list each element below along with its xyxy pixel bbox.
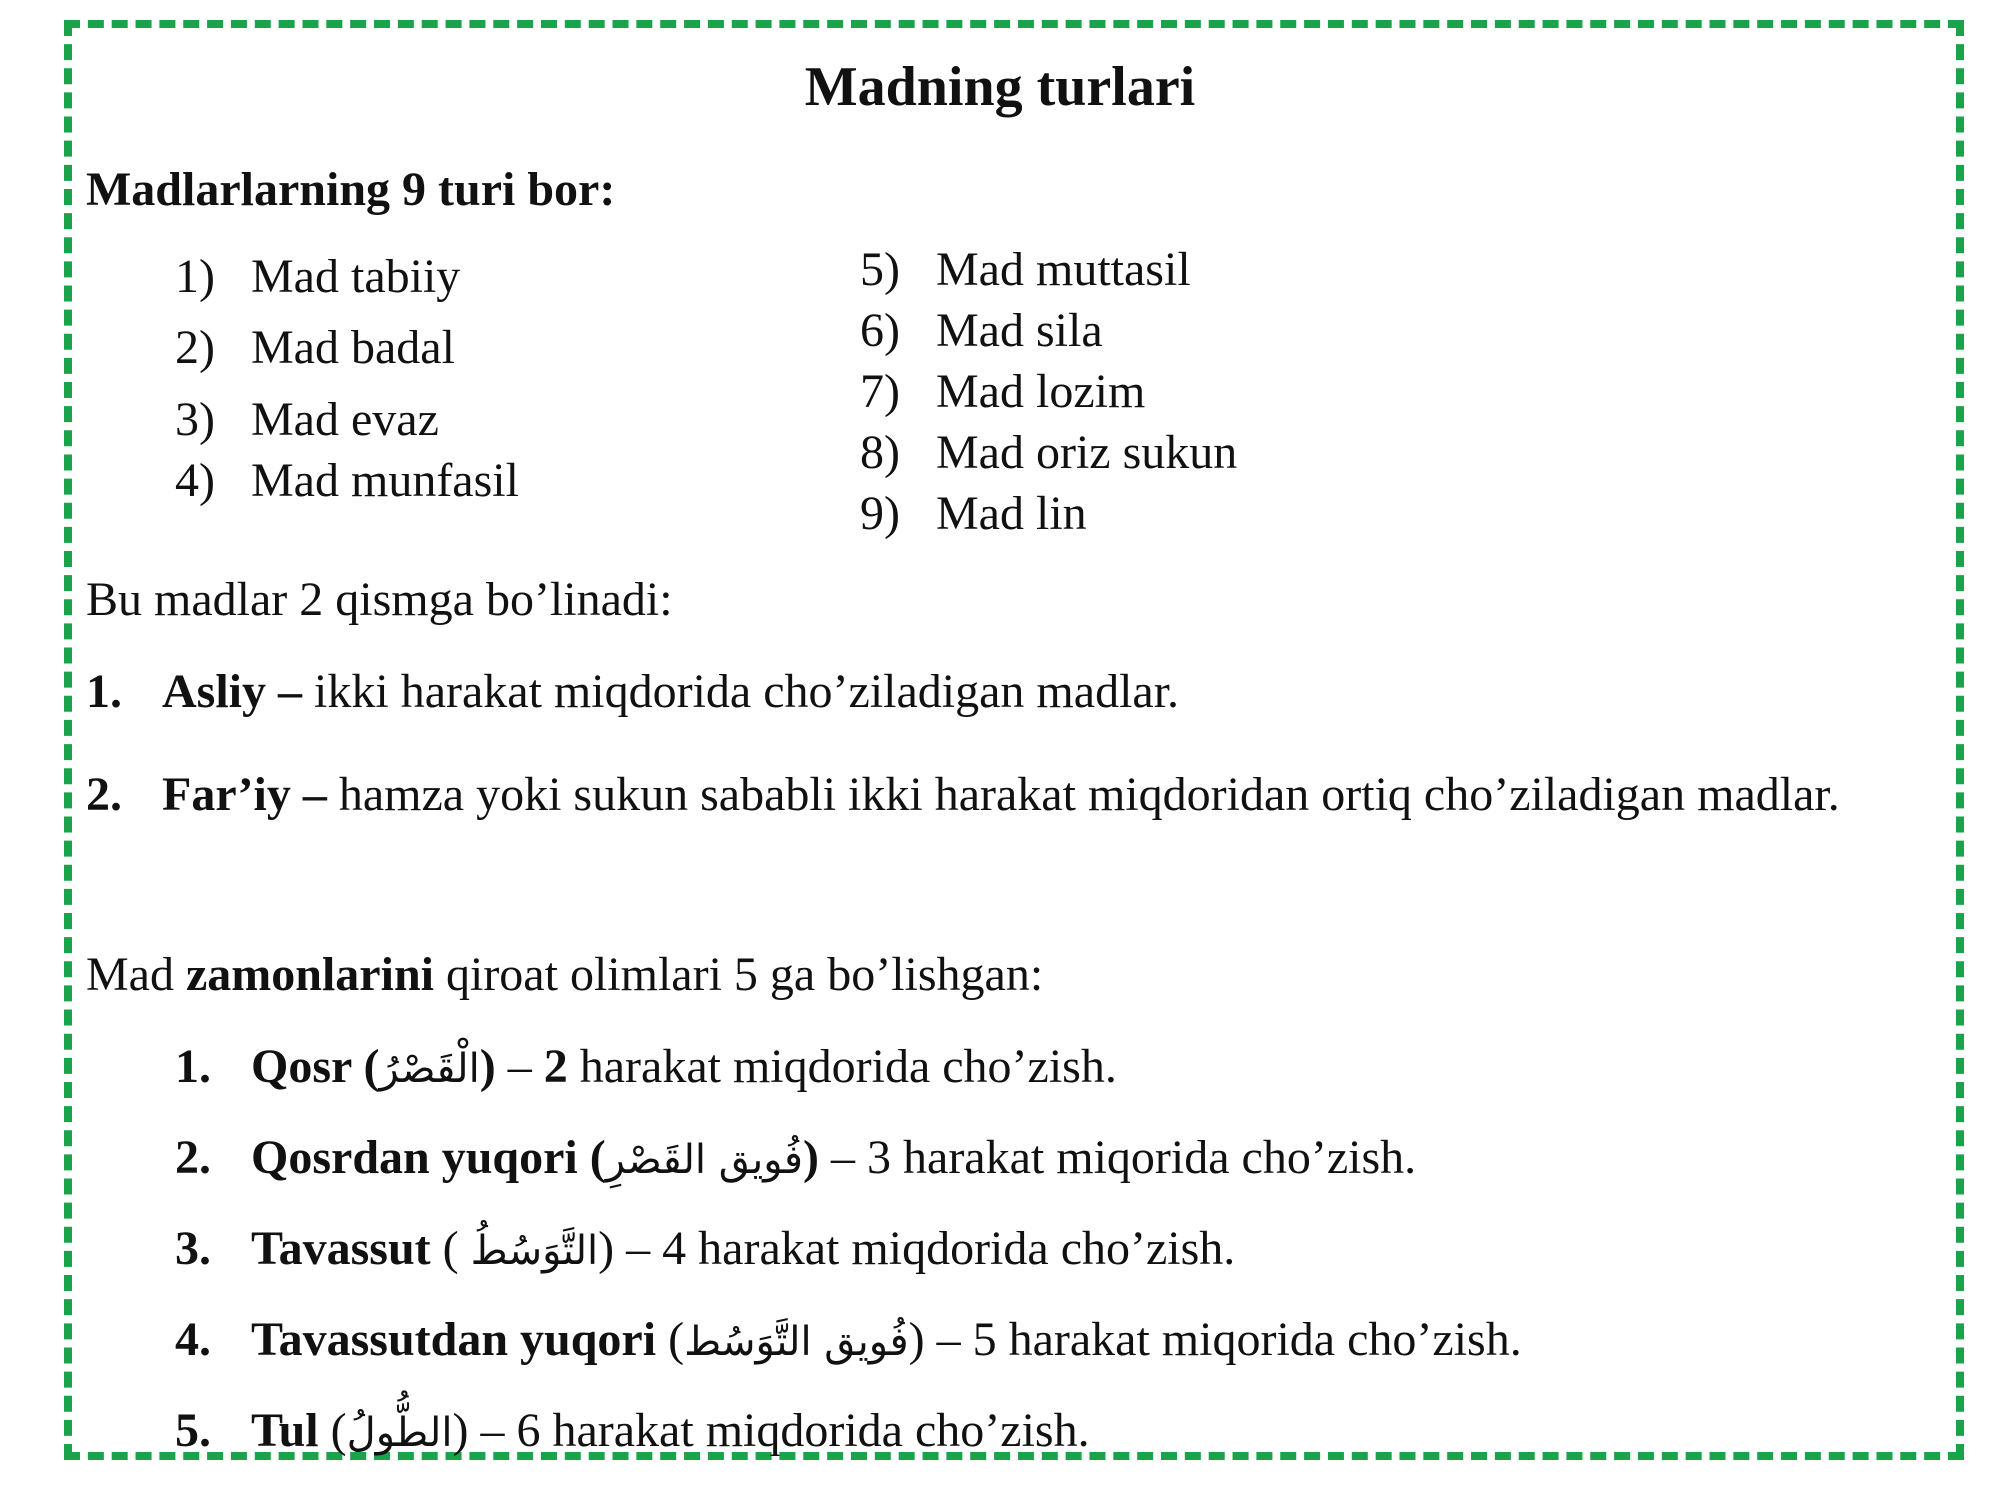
duration-number: 2. [175, 1131, 211, 1184]
part-description: ikki harakat miqdorida cho’ziladigan madlar. [302, 665, 1180, 718]
part-item [86, 765, 1840, 825]
duration-rest: harakat miqorida cho’zish. [996, 1313, 1522, 1366]
type-label: Mad badal [251, 321, 455, 374]
duration-arabic-term: التَّوَسُطُ [470, 1228, 599, 1274]
type-item [175, 247, 460, 307]
duration-term: Tavassutdan yuqori [251, 1313, 657, 1366]
type-item [175, 390, 439, 450]
duration-arabic-term: فُويق التَّوَسُط [684, 1319, 909, 1365]
duration-arabic-term: فُويق القَصْرِ [605, 1137, 804, 1183]
durations-intro-bold: zamonlarini [185, 948, 434, 1001]
type-label: Mad munfasil [251, 454, 519, 507]
duration-term: Tavassut [251, 1222, 431, 1275]
duration-dash: – [495, 1040, 544, 1093]
duration-item [175, 1401, 1090, 1463]
parts-intro: Bu madlar 2 qismga bo’linadi: [86, 573, 673, 626]
type-label: Mad lin [936, 487, 1087, 540]
duration-item [175, 1219, 1235, 1281]
duration-rest: harakat miqdorida cho’zish. [686, 1222, 1236, 1275]
duration-rest: harakat miqdorida cho’zish. [540, 1404, 1090, 1457]
duration-item [175, 1310, 1522, 1372]
type-item [175, 451, 519, 511]
duration-rest: harakat miqdorida cho’zish. [567, 1040, 1117, 1093]
part-description: hamza yoki sukun sababli ikki harakat miqdoridan ortiq cho’ziladigan madlar. [326, 768, 1840, 821]
type-item [860, 484, 1087, 544]
part-term: Asliy – [162, 665, 303, 718]
duration-number: 3. [175, 1222, 211, 1275]
duration-number: 5. [175, 1404, 211, 1457]
duration-term: Qosrdan yuqori [251, 1131, 578, 1184]
type-number: 9) [860, 487, 900, 540]
page-title: Madning turlari [804, 56, 1196, 118]
duration-term: Qosr [251, 1040, 352, 1093]
duration-close-paren: ) [479, 1040, 496, 1093]
duration-count: 6 [516, 1404, 541, 1457]
type-item [860, 362, 1145, 422]
duration-open-paren: ( [351, 1040, 380, 1093]
type-item [175, 318, 455, 378]
duration-item [175, 1037, 1117, 1099]
duration-number: 4. [175, 1313, 211, 1366]
type-number: 1) [175, 250, 215, 303]
part-item [86, 662, 1179, 722]
type-label: Mad tabiiy [251, 250, 461, 303]
duration-open-paren: ( [318, 1404, 347, 1457]
duration-count: 3 [867, 1131, 892, 1184]
type-label: Mad muttasil [936, 243, 1191, 296]
duration-count: 4 [662, 1222, 687, 1275]
part-term: Far’iy – [162, 768, 327, 821]
type-label: Mad oriz sukun [936, 426, 1238, 479]
duration-term: Tul [251, 1404, 319, 1457]
types-heading: Madlarlarning 9 turi bor: [86, 163, 616, 216]
durations-intro-before: Mad [86, 948, 186, 1001]
durations-intro-after: qiroat olimlari 5 ga bo’lishgan: [433, 948, 1044, 1001]
duration-close-paren: ) [908, 1313, 925, 1366]
duration-open-paren: ( [430, 1222, 471, 1275]
duration-close-paren: ) [803, 1131, 820, 1184]
duration-rest: harakat miqorida cho’zish. [891, 1131, 1417, 1184]
type-number: 7) [860, 365, 900, 418]
type-number: 4) [175, 454, 215, 507]
durations-intro [86, 945, 1043, 1005]
type-label: Mad lozim [936, 365, 1146, 418]
duration-number: 1. [175, 1040, 211, 1093]
type-number: 3) [175, 393, 215, 446]
type-number: 6) [860, 304, 900, 357]
type-label: Mad evaz [251, 393, 439, 446]
type-item [860, 423, 1237, 483]
duration-open-paren: ( [656, 1313, 685, 1366]
duration-dash: – [468, 1404, 517, 1457]
part-number: 1. [86, 665, 122, 718]
duration-dash: – [614, 1222, 663, 1275]
duration-open-paren: ( [577, 1131, 606, 1184]
part-number: 2. [86, 768, 122, 821]
type-item [860, 240, 1191, 300]
duration-arabic-term: الطُّولُ [346, 1410, 453, 1456]
duration-arabic-term: الْقَصْرُ [379, 1046, 480, 1092]
duration-close-paren: ) [452, 1404, 469, 1457]
duration-close-paren: ) [598, 1222, 615, 1275]
type-item [860, 301, 1103, 361]
type-label: Mad sila [936, 304, 1103, 357]
duration-count: 5 [972, 1313, 997, 1366]
type-number: 2) [175, 321, 215, 374]
duration-count: 2 [543, 1040, 568, 1093]
type-number: 8) [860, 426, 900, 479]
duration-item [175, 1128, 1416, 1190]
duration-dash: – [819, 1131, 868, 1184]
type-number: 5) [860, 243, 900, 296]
duration-dash: – [924, 1313, 973, 1366]
